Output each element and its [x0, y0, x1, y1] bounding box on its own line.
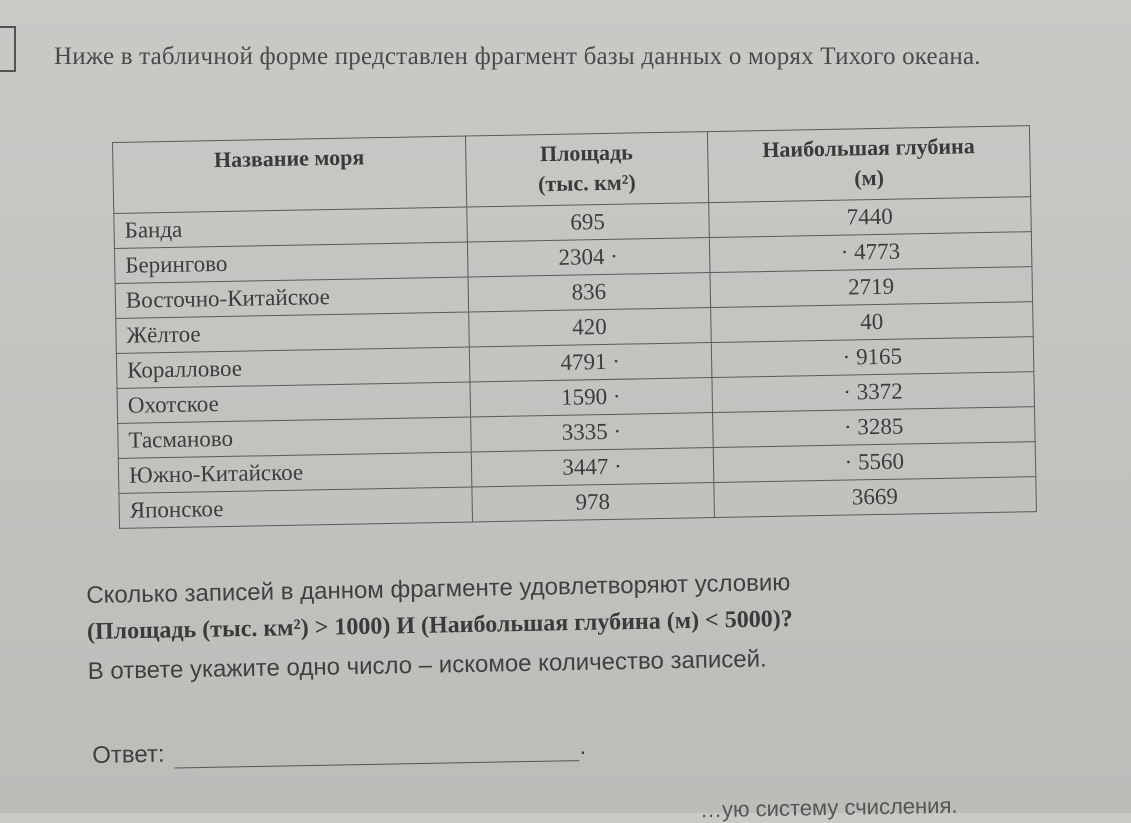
area-cell: 4791 ·	[469, 343, 712, 382]
area-cell: 3447 ·	[471, 448, 714, 487]
header-depth	[707, 126, 1031, 203]
depth-cell: · 5560	[713, 442, 1036, 483]
area-cell: 978	[471, 483, 714, 522]
query-condition: (Площадь (тыс. км²) > 1000) И (Наибольшая глубина (м) < 5000)?	[86, 606, 793, 645]
sea-name-cell: Жёлтое	[116, 312, 469, 353]
sea-name-cell: Японское	[119, 487, 472, 528]
area-cell: 695	[466, 203, 709, 242]
area-cell: 1590 ·	[469, 378, 712, 417]
sea-name-cell: Восточно-Китайское	[115, 277, 468, 318]
sea-name-cell: Коралловое	[116, 347, 469, 388]
answer-blank-line[interactable]	[174, 738, 579, 768]
header-area-line2: (тыс. км²)	[537, 169, 636, 197]
cutoff-next-task-text: …ую систему счисления.	[699, 792, 958, 823]
depth-cell: · 9165	[711, 337, 1034, 378]
depth-cell: · 3372	[711, 372, 1034, 413]
depth-cell: · 4773	[709, 232, 1032, 273]
task-number-box	[0, 26, 16, 72]
sea-name-cell: Охотское	[117, 382, 470, 423]
header-area	[465, 132, 708, 207]
depth-cell: 7440	[708, 197, 1031, 238]
area-cell: 2304 ·	[467, 238, 710, 277]
seas-database-table	[112, 125, 1037, 529]
area-cell: 836	[468, 273, 711, 312]
header-depth-line2: (м)	[854, 164, 885, 191]
question-block	[86, 560, 1068, 690]
header-sea-name	[113, 136, 467, 213]
header-depth-line1: Наибольшая глубина	[762, 133, 975, 163]
area-cell: 3335 ·	[470, 413, 713, 452]
sea-name-cell: Банда	[114, 207, 467, 248]
intro-text: Ниже в табличной форме представлен фрагмент базы данных о морях Тихого океана.	[54, 43, 981, 70]
depth-cell: 2719	[710, 267, 1033, 308]
depth-cell: 40	[710, 302, 1033, 343]
depth-cell: · 3285	[712, 407, 1035, 448]
header-sea-name-label: Название моря	[213, 144, 365, 173]
answer-row	[92, 733, 586, 770]
header-area-line1: Площадь	[539, 139, 633, 167]
question-text: Сколько записей в данном фрагменте удовлетворяют условию	[86, 569, 791, 609]
area-cell: 420	[468, 308, 711, 347]
sea-name-cell: Берингово	[114, 242, 467, 283]
answer-trailing-dot: .	[579, 732, 587, 761]
sea-name-cell: Южно-Китайское	[118, 452, 471, 493]
depth-cell: 3669	[713, 477, 1036, 518]
answer-instruction: В ответе укажите одно число – искомое количество записей.	[87, 645, 767, 685]
sea-name-cell: Тасманово	[118, 417, 471, 458]
answer-label: Ответ:	[92, 740, 165, 769]
